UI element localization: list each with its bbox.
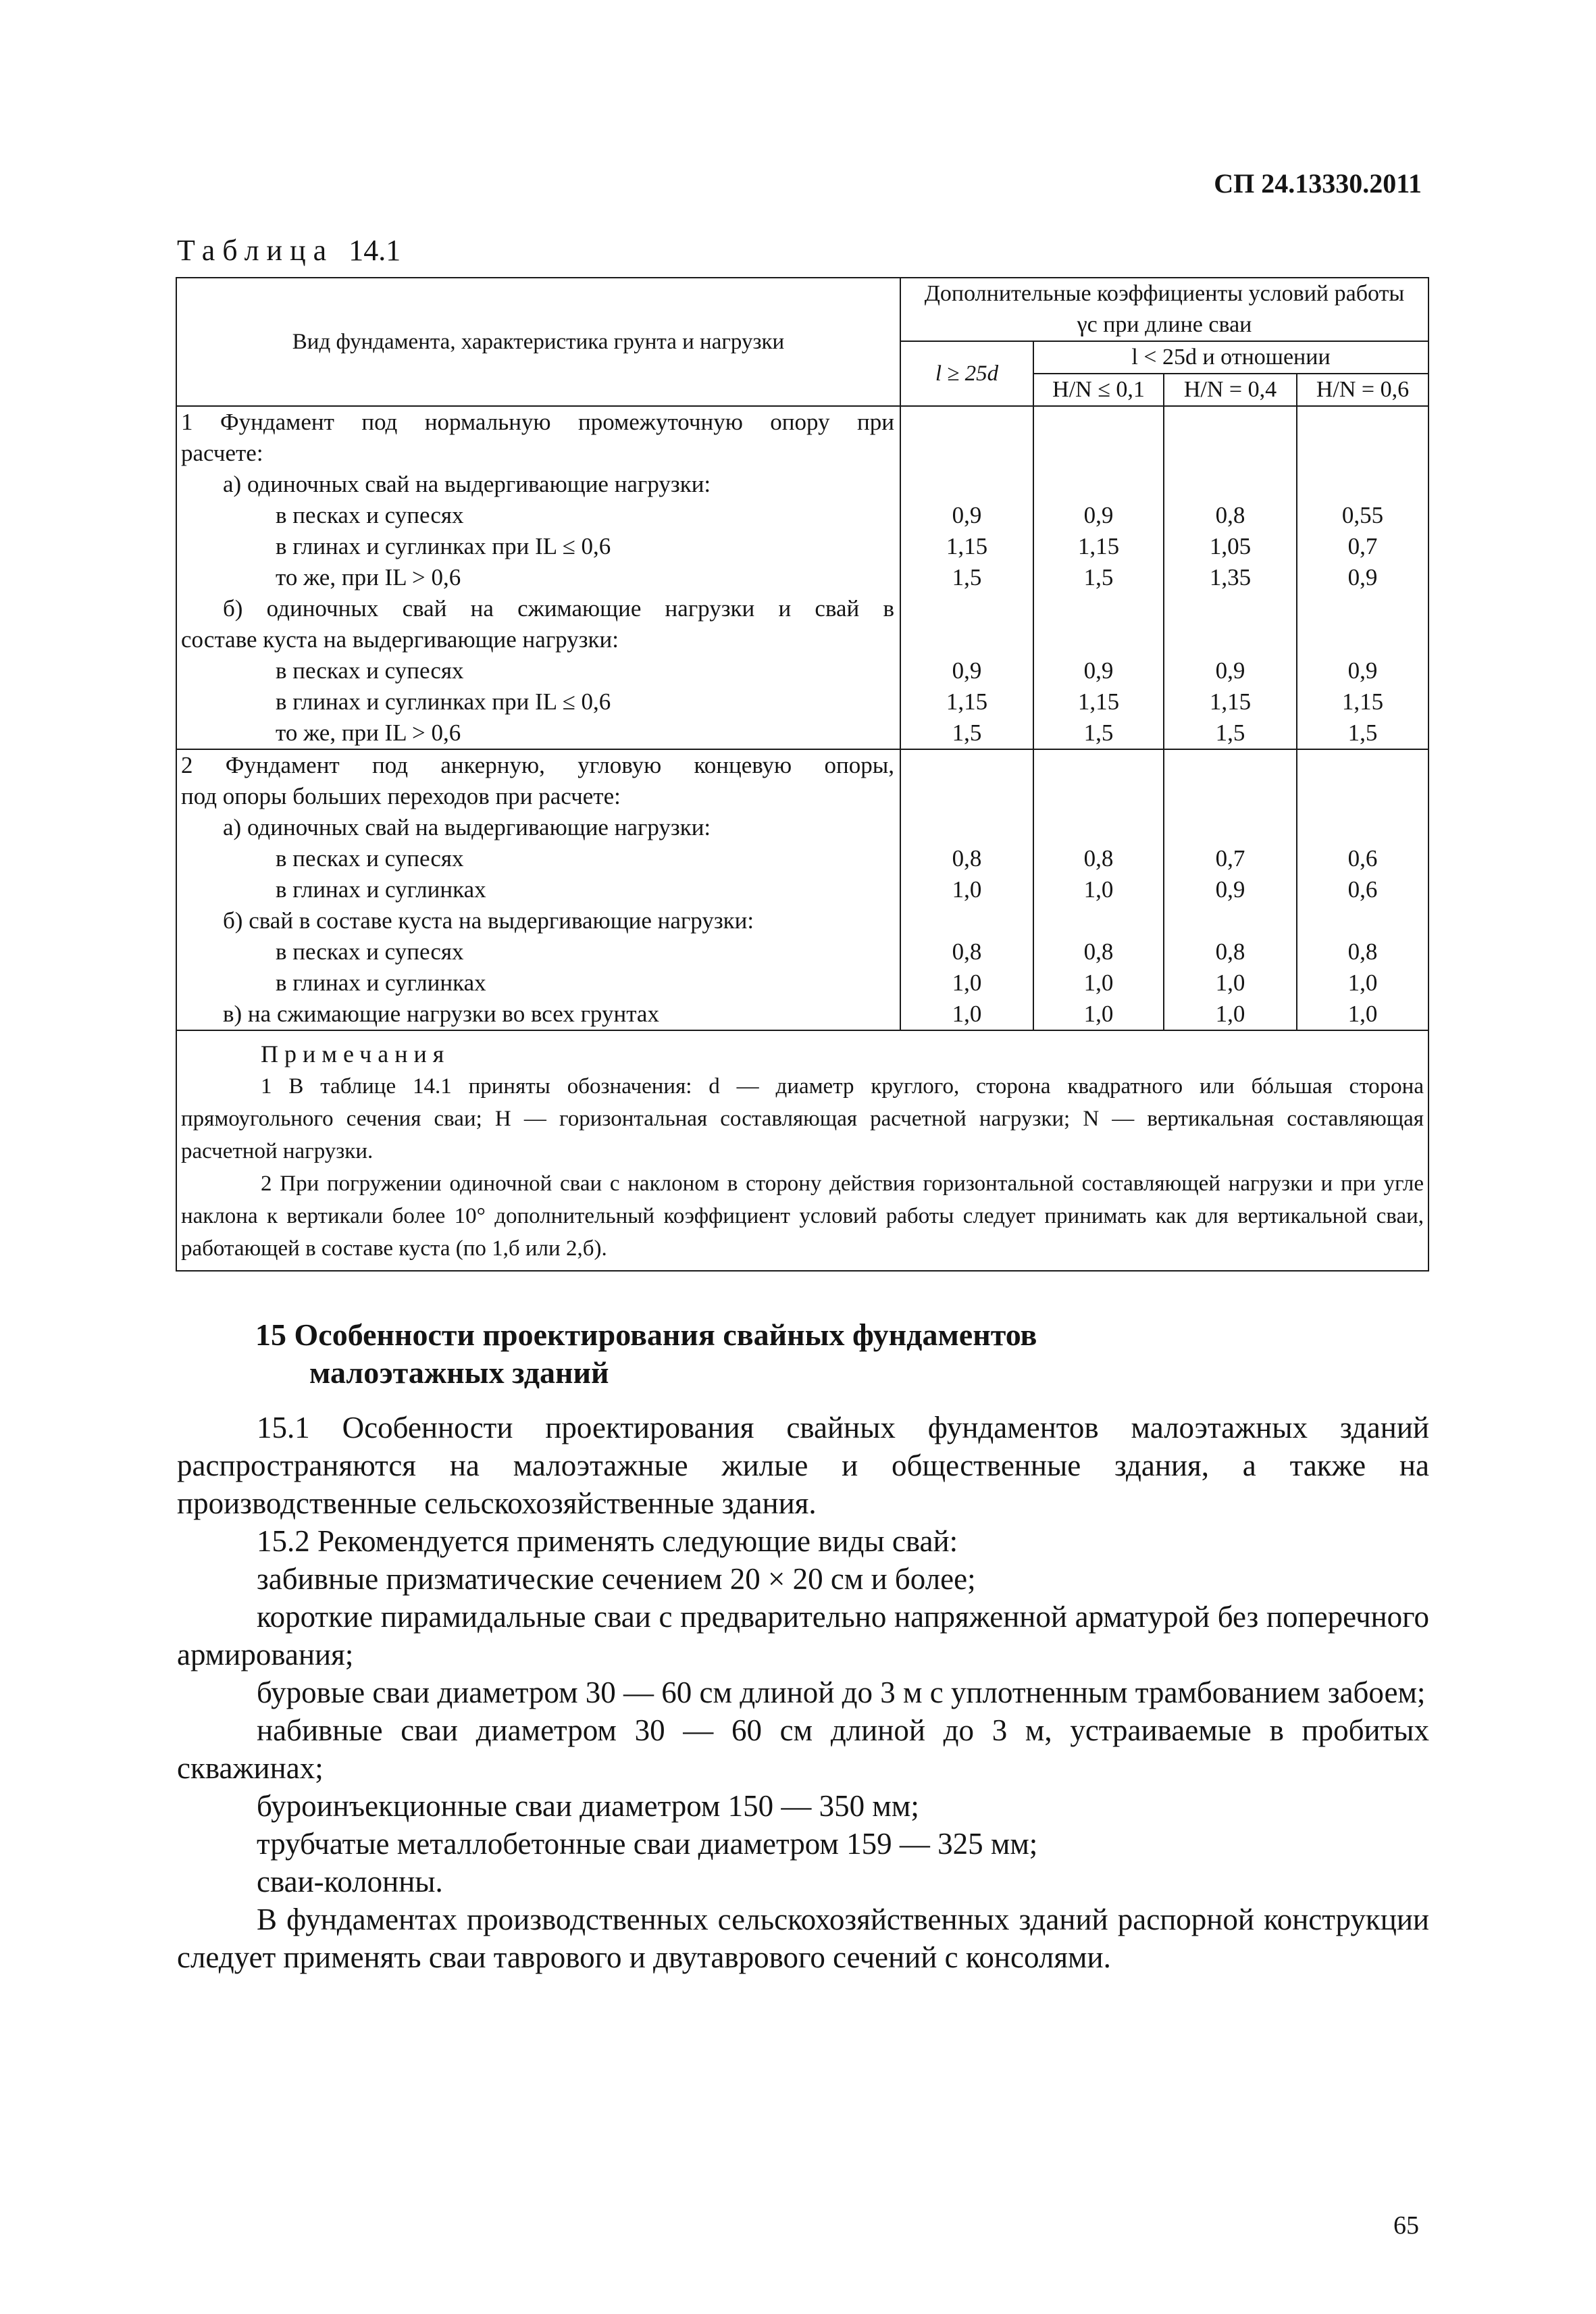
table-cell <box>901 438 1033 469</box>
table-cell <box>1034 812 1163 843</box>
table-cell <box>1164 469 1296 500</box>
table-cell: 1,0 <box>1083 1001 1114 1027</box>
table-cell <box>1164 781 1296 812</box>
table-cell <box>901 812 1033 843</box>
table-cell <box>1034 469 1163 500</box>
paragraph: 15.1 Особенности проектирования свайных фундаментов малоэтажных зданий распространяются на малоэтажные жилые и общественные здания, а также на производственные сельскохозяйственные здания. <box>177 1411 1429 1520</box>
table-cell: 0,6 <box>1347 845 1378 872</box>
table-text-line: в глинах и суглинках <box>276 876 486 903</box>
table-cell: 0,8 <box>1215 938 1245 965</box>
table-cell <box>1034 750 1163 781</box>
table-cell: 1,0 <box>1347 1001 1378 1027</box>
table-cell: 1,0 <box>1215 1001 1245 1027</box>
note-2: 2 При погружении одиночной сваи с наклоном в сторону действия горизонтальной составляющей нагрузки и при угле наклона к вертикали более 10° дополнительный коэффициент условий работы следует принимать как для вертикальной сваи, работающей в составе куста (по 1,б или 2,б). <box>181 1172 1424 1261</box>
table-caption-number: 14.1 <box>349 234 401 267</box>
table-cell <box>1164 624 1296 655</box>
table-cell <box>901 750 1033 781</box>
table-cell: 0,9 <box>1083 657 1114 684</box>
group-1-description <box>176 406 900 749</box>
table-cell: 1,15 <box>1341 688 1384 715</box>
table-cell: 0,9 <box>1215 657 1245 684</box>
header-ratio-04: H/N = 0,4 <box>1164 374 1297 406</box>
table-text-line: а) одиночных свай на выдергивающие нагрузки: <box>223 814 711 840</box>
list-item: буроинъекционные сваи диаметром 150 — 350 мм; <box>257 1789 919 1823</box>
page-number: 65 <box>1393 2211 1419 2240</box>
document-code: СП 24.13330.2011 <box>1214 168 1422 199</box>
table-cell <box>1297 781 1428 812</box>
table-cell: 1,5 <box>1215 720 1245 746</box>
table-cell: 1,0 <box>1347 970 1378 996</box>
header-ratio-01: H/N ≤ 0,1 <box>1033 374 1164 406</box>
table-cell <box>1164 750 1296 781</box>
coefficients-table <box>176 277 1429 1272</box>
table-cell: 0,8 <box>1347 938 1378 965</box>
header-coefficients <box>900 278 1428 341</box>
table-caption-word: Таблица <box>177 234 334 267</box>
table-cell <box>1034 438 1163 469</box>
group-1-col-ratio-01 <box>1033 406 1164 749</box>
table-text-line: то же, при IL > 0,6 <box>276 720 461 746</box>
group-2-col-long <box>900 749 1033 1030</box>
paragraph: В фундаментах производственных сельскохозяйственных зданий распорной конструкции следует применять сваи таврового и двутаврового сечений с консолями. <box>177 1903 1429 1974</box>
list-item: набивные сваи диаметром 30 — 60 см длиной до 3 м, устраиваемые в пробитых скважинах; <box>177 1713 1429 1785</box>
table-cell: 0,8 <box>952 938 982 965</box>
section-heading-line1: 15 Особенности проектирования свайных фундаментов <box>255 1317 1037 1352</box>
table-text-line: составе куста на выдергивающие нагрузки: <box>181 626 619 653</box>
table-cell: 0,9 <box>1083 502 1114 528</box>
table-cell: 1,35 <box>1209 564 1252 590</box>
table-text-line: а) одиночных свай на выдергивающие нагрузки: <box>223 471 711 497</box>
table-text-line: б) свай в составе куста на выдергивающие нагрузки: <box>223 907 754 934</box>
note-1: 1 В таблице 14.1 приняты обозначения: d — диаметр круглого, сторона квадратного или бóльшая сторона прямоугольного сечения сваи; H — горизонтальная составляющая расчетной нагрузки; N — вертикальная составляющая расчетной нагрузки. <box>181 1074 1424 1163</box>
table-cell <box>1034 407 1163 438</box>
list-item: буровые сваи диаметром 30 — 60 см длиной до 3 м с уплотненным трамбованием забоем; <box>257 1676 1426 1709</box>
table-cell: 0,7 <box>1215 845 1245 872</box>
table-cell: 1,0 <box>952 876 982 903</box>
table-cell <box>901 469 1033 500</box>
list-item: трубчатые металлобетонные сваи диаметром 159 — 325 мм; <box>257 1827 1038 1861</box>
table-cell <box>1034 593 1163 624</box>
table-cell <box>1034 624 1163 655</box>
table-cell <box>901 624 1033 655</box>
group-2-col-ratio-06 <box>1297 749 1428 1030</box>
table-cell: 1,5 <box>952 720 982 746</box>
table-cell: 0,8 <box>1083 938 1114 965</box>
table-cell <box>1297 407 1428 438</box>
table-cell <box>1034 781 1163 812</box>
table-cell: 0,9 <box>952 502 982 528</box>
list-item: короткие пирамидальные сваи с предварительно напряженной арматурой без поперечного армирования; <box>177 1600 1429 1671</box>
table-cell: 1,0 <box>952 970 982 996</box>
table-text-line: то же, при IL > 0,6 <box>276 564 461 590</box>
table-cell: 0,8 <box>1083 845 1114 872</box>
table-cell <box>1164 407 1296 438</box>
table-cell: 0,9 <box>1215 876 1245 903</box>
table-cell: 1,15 <box>1077 688 1120 715</box>
table-cell: 1,5 <box>1083 564 1114 590</box>
table-group-1 <box>176 406 1428 749</box>
table-cell: 0,7 <box>1347 533 1378 559</box>
table-cell: 0,8 <box>1215 502 1245 528</box>
table-cell <box>1297 905 1428 936</box>
table-cell: 1,15 <box>946 688 988 715</box>
table-cell: 1,0 <box>952 1001 982 1027</box>
list-item: забивные призматические сечением 20 × 20 см и более; <box>257 1562 976 1596</box>
header-coefficients-line1: Дополнительные коэффициенты условий работы <box>924 281 1405 306</box>
table-text-line: в глинах и суглинках при IL ≤ 0,6 <box>276 533 611 559</box>
table-cell: 1,5 <box>952 564 982 590</box>
header-coefficients-line2: γc при длине сваи <box>1077 312 1252 337</box>
group-2-col-ratio-04 <box>1164 749 1297 1030</box>
table-text-line: под опоры больших переходов при расчете: <box>181 783 621 809</box>
table-cell: 1,5 <box>1083 720 1114 746</box>
table-cell <box>1297 438 1428 469</box>
table-cell <box>901 593 1033 624</box>
group-1-col-long <box>900 406 1033 749</box>
table-cell <box>901 781 1033 812</box>
table-text-line: в глинах и суглинках при IL ≤ 0,6 <box>276 688 611 715</box>
table-cell <box>1297 593 1428 624</box>
group-1-col-ratio-06 <box>1297 406 1428 749</box>
table-cell: 0,55 <box>1341 502 1384 528</box>
table-cell <box>901 905 1033 936</box>
table-text-line: 1 Фундамент под нормальную промежуточную опору при <box>181 409 894 435</box>
table-cell <box>1164 593 1296 624</box>
group-1-col-ratio-04 <box>1164 406 1297 749</box>
table-text-line: в песках и супесях <box>276 845 464 872</box>
table-text-line: в глинах и суглинках <box>276 970 486 996</box>
table-text-line: 2 Фундамент под анкерную, угловую концевую опоры, <box>181 752 894 778</box>
table-cell: 1,5 <box>1347 720 1378 746</box>
header-long-pile: l ≥ 25d <box>900 341 1033 406</box>
table-cell <box>1164 438 1296 469</box>
table-text-line: в песках и супесях <box>276 657 464 684</box>
table-text-line: расчете: <box>181 440 263 466</box>
table-cell <box>1034 905 1163 936</box>
group-2-col-ratio-01 <box>1033 749 1164 1030</box>
table-cell: 0,9 <box>952 657 982 684</box>
table-text-line: б) одиночных свай на сжимающие нагрузки и свай в <box>223 595 894 622</box>
table-cell: 0,9 <box>1347 564 1378 590</box>
table-cell <box>1297 469 1428 500</box>
table-cell <box>1164 905 1296 936</box>
table-cell: 1,05 <box>1209 533 1252 559</box>
table-group-2 <box>176 749 1428 1030</box>
header-short-pile: l < 25d и отношении <box>1033 341 1428 374</box>
table-cell: 1,15 <box>1077 533 1120 559</box>
table-cell: 0,8 <box>952 845 982 872</box>
table-text-line: в) на сжимающие нагрузки во всех грунтах <box>223 1001 659 1027</box>
table-cell: 1,15 <box>946 533 988 559</box>
table-cell <box>901 407 1033 438</box>
table-cell: 1,0 <box>1215 970 1245 996</box>
table-cell: 0,9 <box>1347 657 1378 684</box>
section-body <box>177 1409 1429 1976</box>
paragraph: 15.2 Рекомендуется применять следующие виды свай: <box>257 1524 958 1558</box>
table-cell <box>1297 750 1428 781</box>
table-cell: 0,6 <box>1347 876 1378 903</box>
table-cell: 1,0 <box>1083 970 1114 996</box>
table-text-line: в песках и супесях <box>276 502 464 528</box>
group-2-description <box>176 749 900 1030</box>
table-cell <box>1297 812 1428 843</box>
table-caption <box>177 233 401 268</box>
table-cell: 1,15 <box>1209 688 1252 715</box>
list-item: сваи-колонны. <box>257 1865 443 1898</box>
notes-title: Примечания <box>261 1040 451 1067</box>
table-cell <box>1164 812 1296 843</box>
header-foundation-type: Вид фундамента, характеристика грунта и нагрузки <box>176 278 900 406</box>
table-cell <box>1297 624 1428 655</box>
table-notes <box>176 1030 1428 1271</box>
header-ratio-06: H/N = 0,6 <box>1297 374 1428 406</box>
table-cell: 1,0 <box>1083 876 1114 903</box>
table-text-line: в песках и супесях <box>276 938 464 965</box>
table-notes-row <box>176 1030 1428 1271</box>
section-heading <box>255 1316 1037 1392</box>
section-heading-line2: малоэтажных зданий <box>309 1355 609 1390</box>
